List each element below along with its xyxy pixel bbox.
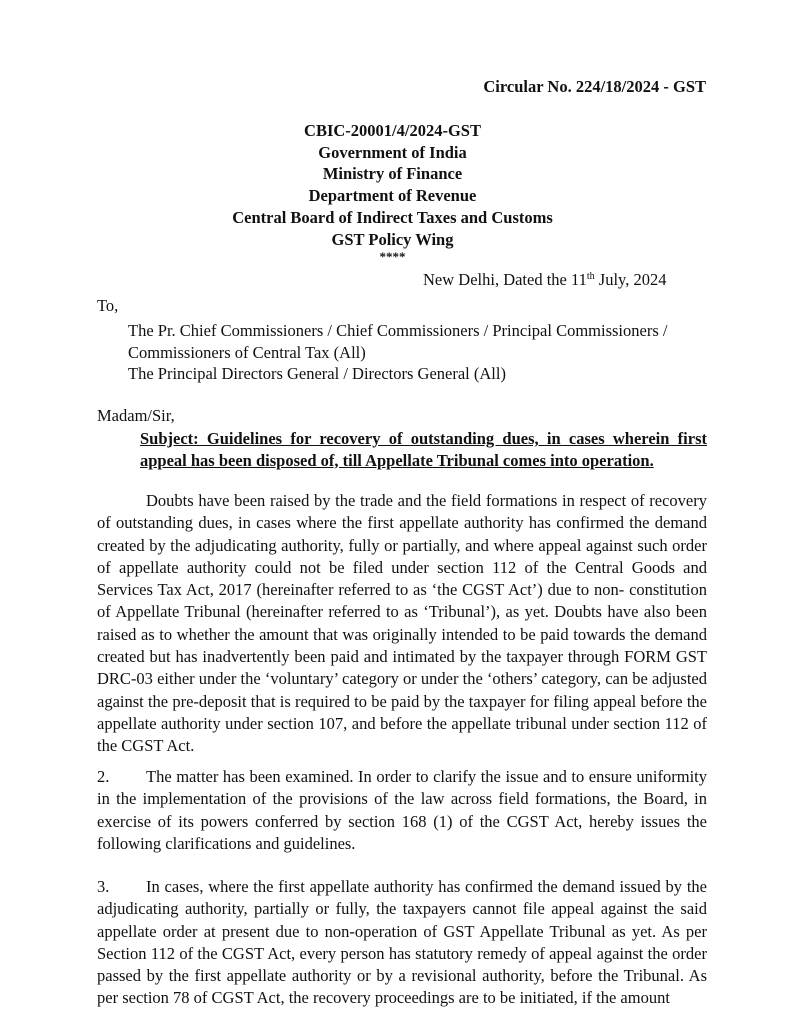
paragraph-3: 3. In cases, where the first appellate authority has confirmed the demand issued by the adjudicating authority, partially or fully, the taxpayers cannot file appeal against the said appellate order at present due to non-operation of GST Appellate Tribunal as yet. As per Section 112 of the CGST Act, every person has statutory remedy of appeal against the order passed by the first appellate authority or by a revisional authority, before the Tribunal. As per section 78 of CGST Act, the recovery proceedings are to be initiated, if the amount xyxy=(97,877,707,1008)
circular-number: Circular No. 224/18/2024 - GST xyxy=(483,77,706,96)
government-name: Government of India xyxy=(318,142,467,162)
board-name: Central Board of Indirect Taxes and Customs xyxy=(232,207,553,227)
to-label: To, xyxy=(97,296,119,315)
subject-line: Subject: Guidelines for recovery of outstanding dues, in cases wherein first appeal has been disposed of, till Appellate Tribunal comes into operation. xyxy=(140,429,707,470)
paragraph-1: Doubts have been raised by the trade and the field formations in respect of recovery of outstanding dues, in cases where the first appellate authority has confirmed the demand created by the adjudicating authority, fully or partially, and where appeal against such order of appellate authority could not be filed under section 112 of the Central Goods and Services Tax Act, 2017 (hereinafter referred to as ‘the CGST Act’) due to non- constitution of Appellate Tribunal (hereinafter referred to as ‘Tribunal’), as yet. Doubts have also been raised as to whether the amount that was originally intended to be paid towards the demand created but has inadvertently been paid and intimated by the taxpayer through FORM GST DRC-03 either under the ‘voluntary’ category or under the ‘others’ category, can be adjusted against the pre-deposit that is required to be paid by the taxpayer for filing appeal before the appellate authority under section 107, and before the appellate tribunal under section 112 of the CGST Act. xyxy=(97,491,707,756)
wing-name: GST Policy Wing xyxy=(331,229,454,249)
ministry-name: Ministry of Finance xyxy=(322,164,463,184)
separator-stars: **** xyxy=(379,249,406,265)
date-line: New Delhi, Dated the 11th July, 2024 xyxy=(423,270,667,289)
addressee-line: The Pr. Chief Commissioners / Chief Commissioners / Principal Commissioners / xyxy=(128,321,668,340)
addressee-line: The Principal Directors General / Directors General (All) xyxy=(128,364,506,383)
salutation: Madam/Sir, xyxy=(97,406,175,425)
addressee-line: Commissioners of Central Tax (All) xyxy=(128,342,366,362)
paragraph-2: 2. The matter has been examined. In order to clarify the issue and to ensure uniformity in the implementation of the provisions of the law across field formations, the Board, in exercise of its powers conferred by section 168 (1) of the CGST Act, hereby issues the following clarifications and guidelines. xyxy=(97,767,707,853)
addressee-list xyxy=(128,320,667,385)
letterhead xyxy=(0,120,785,264)
paragraph-number: 2. xyxy=(97,767,110,786)
paragraph-number: 3. xyxy=(97,877,110,896)
file-number: CBIC-20001/4/2024-GST xyxy=(304,121,481,140)
department-name: Department of Revenue xyxy=(308,186,477,206)
